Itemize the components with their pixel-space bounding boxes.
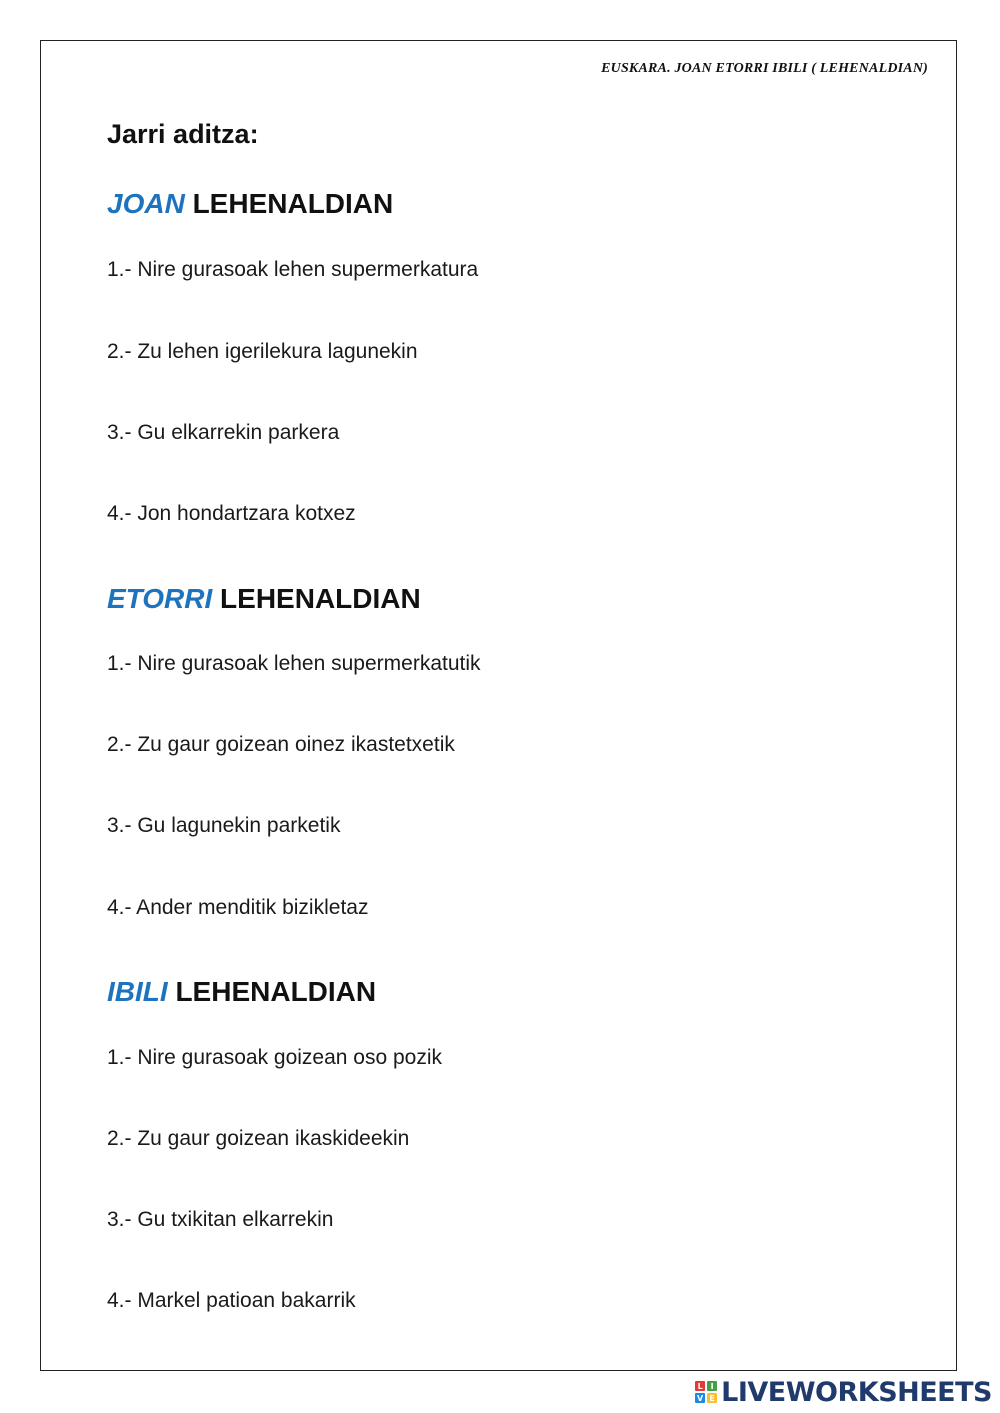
section-suffix: LEHENALDIAN [184, 188, 394, 219]
section-suffix: LEHENALDIAN [167, 976, 377, 1007]
section-verb: JOAN [107, 188, 185, 219]
page-title: Jarri aditza: [107, 119, 259, 149]
exercise-item: 4.- Jon hondartzara kotxez [107, 502, 356, 525]
exercise-item: 3.- Gu elkarrekin parkera [107, 421, 340, 444]
section-heading-joan [107, 188, 393, 220]
logo-letter: L [695, 1381, 705, 1391]
exercise-item: 1.- Nire gurasoak lehen supermerkatutik [107, 652, 481, 675]
exercise-item: 3.- Gu txikitan elkarrekin [107, 1208, 334, 1231]
section-verb: ETORRI [107, 583, 213, 614]
exercise-item: 3.- Gu lagunekin parketik [107, 814, 341, 837]
exercise-item: 2.- Zu gaur goizean ikaskideekin [107, 1127, 410, 1150]
section-suffix: LEHENALDIAN [212, 583, 421, 614]
exercise-item: 1.- Nire gurasoak lehen supermerkatura [107, 258, 479, 281]
section-verb: IBILI [107, 976, 168, 1007]
liveworksheets-logo-icon [695, 1381, 717, 1403]
watermark-text: LIVEWORKSHEETS [721, 1376, 992, 1408]
liveworksheets-watermark [695, 1375, 992, 1409]
logo-letter: E [707, 1393, 717, 1403]
section-heading-etorri [107, 583, 421, 615]
logo-letter: V [697, 1393, 704, 1403]
header-note: EUSKARA. JOAN ETORRI IBILI ( LEHENALDIAN) [601, 61, 928, 76]
section-heading-ibili [107, 976, 376, 1008]
exercise-item: 2.- Zu gaur goizean oinez ikastetxetik [107, 733, 455, 756]
exercise-item: 4.- Ander menditik bizikletaz [107, 896, 369, 919]
exercise-item: 1.- Nire gurasoak goizean oso pozik [107, 1046, 443, 1069]
page-frame [40, 40, 957, 1371]
exercise-item: 2.- Zu lehen igerilekura lagunekin [107, 340, 418, 363]
logo-letter: I [707, 1381, 717, 1391]
exercise-item: 4.- Markel patioan bakarrik [107, 1289, 356, 1312]
